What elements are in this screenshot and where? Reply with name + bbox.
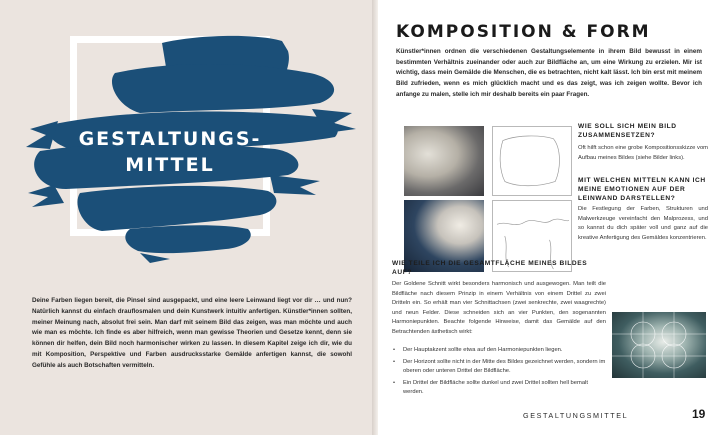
composition-sketch-1: [492, 126, 572, 196]
chapter-title-line2: MITTEL: [125, 154, 215, 176]
chapter-title-line1: GESTALTUNGS-: [78, 128, 262, 150]
running-footer: GESTALTUNGSMITTEL: [523, 411, 629, 420]
golden-ratio-painting: [612, 312, 706, 378]
section-intro-text: Künstler*innen ordnen die verschiedenen Gestaltungselemente in ihrem Bild bewusst in einem bestimmten Verhältnis zueinander oder auch zur Bildfläche an, um eine Wirkung zu erzielen. Mir ist wichtig, dass mein Gemälde die Menschen, die es betrachten, nicht kalt lässt. Ich bin erst mit meinem Bild zufrieden, wenn es mich glücklich macht und es das zeigt, was ich zeigen wollte. Bevor ich anfange zu malen, stelle ich mir deshalb bereits ein paar Fragen.: [396, 48, 702, 98]
painting-thumbnail-1: [404, 126, 484, 196]
hint-item: • Ein Drittel der Bildfläche sollte dunkel und zwei Drittel sollten hell bemalt werden.: [392, 379, 606, 398]
section-title: KOMPOSITION & FORM: [396, 22, 651, 42]
question-1-heading: WIE SOLL SICH MEIN BILD ZUSAMMENSETZEN?: [578, 123, 677, 140]
question-3-answer: Der Goldene Schnitt wirkt besonders harmonisch und ausgewogen. Man teilt die Bildfläche nach diesem Prinzip in einem Verhältnis von einem Drittel zu zwei Dritteln ein. So erhält man vier Schnittachsen (zwei senkrechte, zwei waagrechte) und neun Felder. Diese schneiden sich an vier Punkten, den sogenannten Harmoniepunkten. Beachte folgende Hinweise, damit das Gemälde auf den Betrachtenden ästhetisch wirkt:: [392, 281, 606, 335]
chapter-intro-text: Deine Farben liegen bereit, die Pinsel sind ausgepackt, und eine leere Leinwand liegt vor dir … und nun? Natürlich kannst du einfach drauflosmalen und dein Kunstwerk intuitiv anfertigen. Künstler*innen sollten, meiner Meinung nach, absolut frei sein. Man darf mit seinem Bild das zeigen, was man möchte und auch wie man es möchte. Ich finde es aber hilfreich, wenn man gewisse Theorien und Gesetze kennt, denn sie können dir helfen, dein Bild noch harmonischer wirken zu lassen. In diesem Kapitel zeige ich dir, wie du mit Komposition, Perspektive und Farben ausdrucksstarke Gemälde anfertigen kannst, die sowohl Gefühle als auch Botschaften vermitteln.: [32, 297, 352, 369]
question-2-heading: MIT WELCHEN MITTELN KANN ICH MEINE EMOTIONEN AUF DER LEINWAND DARSTELLEN?: [578, 177, 706, 203]
page-number: 19: [692, 407, 706, 421]
question-3-heading: WIE TEILE ICH DIE GESAMTFLÄCHE MEINES BILDES AUF?: [392, 260, 588, 277]
chapter-title: [60, 126, 280, 178]
question-2-answer: Die Festlegung der Farben, Strukturen und Malwerkzeuge vereinfacht den Malprozess, und so kannst du dich später voll und ganz auf die kreative Anfertigung des Gemäldes konzentrieren.: [578, 206, 708, 241]
hint-list: [392, 346, 606, 400]
question-1-answer: Oft hilft schon eine grobe Kompositionsskizze vom Aufbau meines Bildes (siehe Bilder links).: [578, 145, 708, 161]
hint-item: • Der Horizont sollte nicht in der Mitte des Bildes gezeichnet werden, sondern im oberen oder unteren Drittel der Bildfläche.: [392, 358, 606, 377]
hint-item: • Der Hauptakzent sollte etwa auf den Harmoniepunkten liegen.: [392, 346, 606, 356]
